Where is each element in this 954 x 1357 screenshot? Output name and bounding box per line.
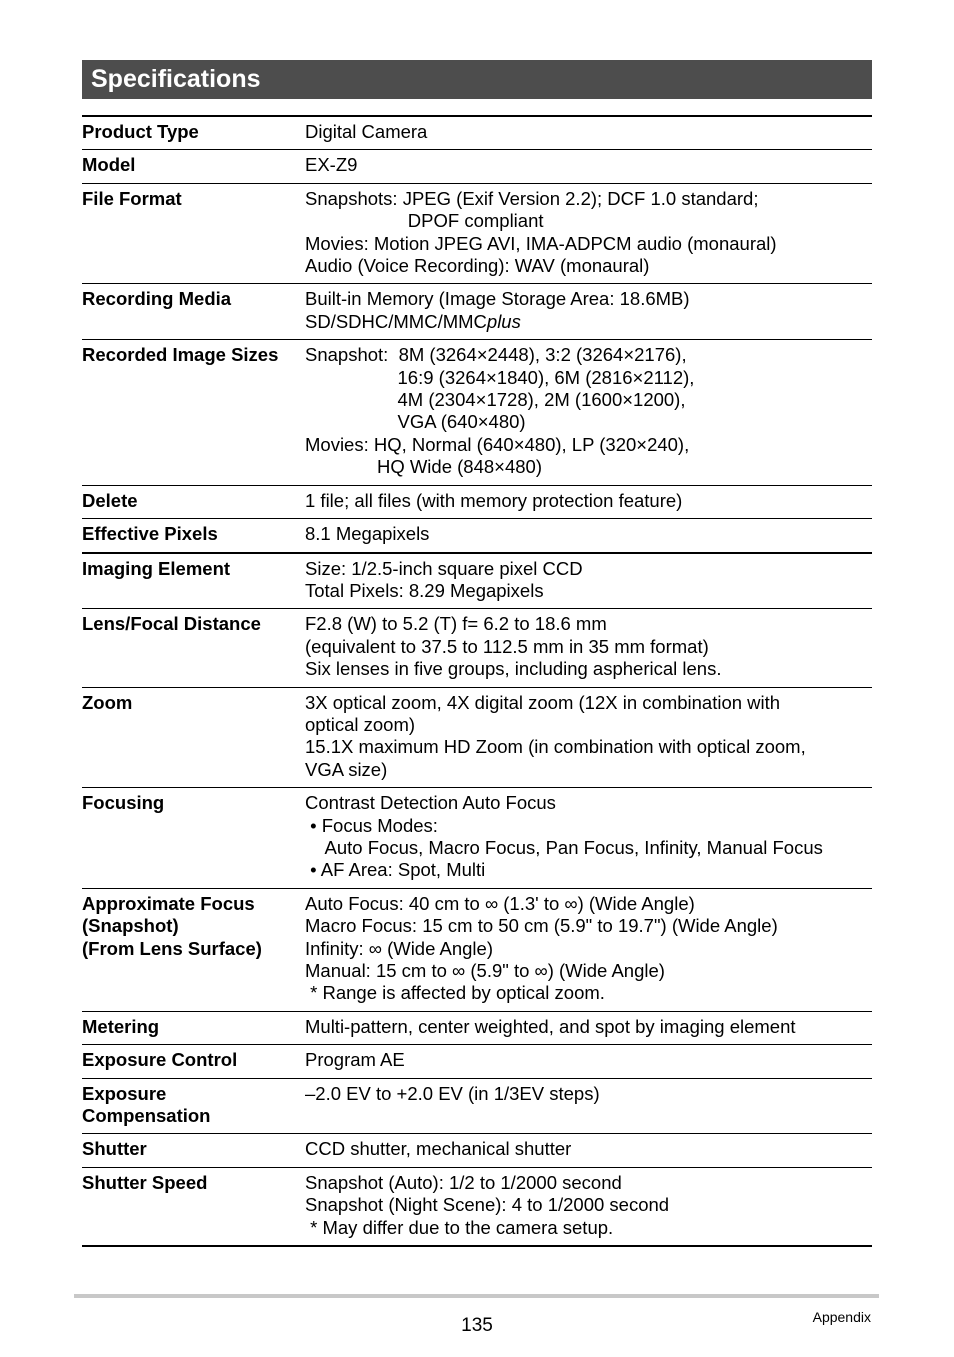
spec-label-line: Shutter Speed bbox=[82, 1171, 208, 1193]
spec-label bbox=[82, 613, 305, 680]
spec-value-line: 1 file; all files (with memory protection feature) bbox=[305, 489, 683, 511]
table-row bbox=[82, 608, 872, 686]
table-row bbox=[82, 1078, 872, 1134]
spec-label-line: Zoom bbox=[82, 691, 133, 713]
spec-value bbox=[305, 1172, 872, 1239]
spec-label-line: File Format bbox=[82, 187, 182, 209]
spec-label-line: (Snapshot) bbox=[82, 915, 179, 937]
table-row bbox=[82, 183, 872, 284]
table-row bbox=[82, 1044, 872, 1077]
spec-label bbox=[82, 288, 305, 333]
section-title-bar bbox=[82, 60, 872, 99]
spec-label-line: Exposure Control bbox=[82, 1049, 238, 1071]
spec-value-line: DPOF compliant bbox=[305, 210, 544, 232]
spec-label bbox=[82, 121, 305, 143]
spec-label-line: Metering bbox=[82, 1015, 160, 1037]
spec-value-line: Audio (Voice Recording): WAV (monaural) bbox=[305, 255, 650, 277]
table-row bbox=[82, 687, 872, 788]
spec-value bbox=[305, 188, 872, 278]
spec-label bbox=[82, 154, 305, 176]
spec-value bbox=[305, 1083, 872, 1128]
spec-label-line: Product Type bbox=[82, 121, 199, 142]
spec-value bbox=[305, 490, 872, 512]
spec-value-line: EX-Z9 bbox=[305, 154, 358, 176]
spec-label-line: Delete bbox=[82, 489, 138, 511]
spec-value-line: SD/SDHC/MMC/MMCplus bbox=[305, 310, 521, 332]
spec-value-line: HQ Wide (848×480) bbox=[305, 456, 542, 478]
spec-value bbox=[305, 288, 872, 333]
spec-value-line: 8.1 Megapixels bbox=[305, 523, 430, 545]
spec-value-line: F2.8 (W) to 5.2 (T) f= 6.2 to 18.6 mm bbox=[305, 613, 607, 635]
spec-value-line: Movies: Motion JPEG AVI, IMA-ADPCM audio (monaural) bbox=[305, 232, 777, 254]
spec-value-line: Snapshots: JPEG (Exif Version 2.2); DCF 1.0 standard; bbox=[305, 187, 759, 209]
spec-label bbox=[82, 523, 305, 545]
spec-label bbox=[82, 1016, 305, 1038]
page-number: 135 bbox=[461, 1315, 493, 1336]
spec-value-line: VGA size) bbox=[305, 758, 388, 780]
spec-value-line: Multi-pattern, center weighted, and spot by imaging element bbox=[305, 1015, 796, 1037]
spec-value-line: * Range is affected by optical zoom. bbox=[305, 982, 605, 1004]
spec-label-line: Recorded Image Sizes bbox=[82, 344, 279, 366]
spec-value-line: Contrast Detection Auto Focus bbox=[305, 792, 556, 814]
spec-value bbox=[305, 558, 872, 603]
table-row bbox=[82, 1011, 872, 1044]
spec-value-line: Macro Focus: 15 cm to 50 cm (5.9" to 19.7") (Wide Angle) bbox=[305, 915, 778, 937]
spec-value-line: –2.0 EV to +2.0 EV (in 1/3EV steps) bbox=[305, 1082, 600, 1104]
spec-value bbox=[305, 121, 872, 143]
spec-value-line: • AF Area: Spot, Multi bbox=[305, 859, 486, 881]
spec-value-line: CCD shutter, mechanical shutter bbox=[305, 1138, 572, 1160]
table-row bbox=[82, 117, 872, 149]
spec-label-line: (From Lens Surface) bbox=[82, 937, 262, 959]
spec-value-line: • Focus Modes: bbox=[305, 814, 438, 836]
spec-value-line: VGA (640×480) bbox=[305, 411, 526, 433]
table-row bbox=[82, 552, 872, 609]
spec-value-line: 16:9 (3264×1840), 6M (2816×2112), bbox=[305, 366, 695, 388]
table-row bbox=[82, 485, 872, 518]
spec-label bbox=[82, 558, 305, 603]
spec-label bbox=[82, 1138, 305, 1160]
spec-value-line: Six lenses in five groups, including aspherical lens. bbox=[305, 658, 722, 680]
spec-value-line: 4M (2304×1728), 2M (1600×1200), bbox=[305, 389, 686, 411]
table-row bbox=[82, 339, 872, 484]
spec-value-line: Size: 1/2.5-inch square pixel CCD bbox=[305, 557, 583, 579]
spec-label-line: Effective Pixels bbox=[82, 523, 218, 545]
spec-label bbox=[82, 1049, 305, 1071]
spec-value-line: Auto Focus: 40 cm to ∞ (1.3' to ∞) (Wide Angle) bbox=[305, 892, 695, 914]
spec-label bbox=[82, 490, 305, 512]
spec-value-line: Total Pixels: 8.29 Megapixels bbox=[305, 579, 544, 601]
spec-value-line: Auto Focus, Macro Focus, Pan Focus, Infinity, Manual Focus bbox=[305, 836, 823, 858]
italic-suffix: plus bbox=[486, 310, 521, 332]
spec-label-line: Model bbox=[82, 154, 136, 176]
table-row bbox=[82, 1133, 872, 1166]
spec-label bbox=[82, 1172, 305, 1239]
spec-value-line: 3X optical zoom, 4X digital zoom (12X in combination with bbox=[305, 691, 781, 713]
spec-label-line: Exposure bbox=[82, 1082, 167, 1104]
table-row bbox=[82, 787, 872, 888]
spec-label-line: Recording Media bbox=[82, 288, 232, 310]
spec-label bbox=[82, 188, 305, 278]
spec-value-line: Snapshot: 8M (3264×2448), 3:2 (3264×2176), bbox=[305, 344, 687, 366]
spec-value-line: Digital Camera bbox=[305, 121, 428, 142]
spec-label-line: Compensation bbox=[82, 1105, 211, 1127]
spec-label-line: Shutter bbox=[82, 1138, 147, 1160]
spec-value-line: Infinity: ∞ (Wide Angle) bbox=[305, 937, 493, 959]
section-name: Appendix bbox=[812, 1309, 871, 1325]
spec-label-line: Focusing bbox=[82, 792, 165, 814]
spec-value-line: 15.1X maximum HD Zoom (in combination with optical zoom, bbox=[305, 736, 806, 758]
specifications-table bbox=[82, 115, 872, 1247]
spec-value-line: optical zoom) bbox=[305, 713, 416, 735]
spec-value bbox=[305, 1016, 872, 1038]
spec-value-line: Program AE bbox=[305, 1049, 405, 1071]
spec-label bbox=[82, 1083, 305, 1128]
spec-value-line: Snapshot (Auto): 1/2 to 1/2000 second bbox=[305, 1171, 622, 1193]
page-title: Specifications bbox=[91, 65, 261, 93]
spec-value-line: Snapshot (Night Scene): 4 to 1/2000 second bbox=[305, 1194, 670, 1216]
table-row bbox=[82, 1167, 872, 1245]
spec-value bbox=[305, 692, 872, 782]
spec-label bbox=[82, 792, 305, 882]
spec-label bbox=[82, 893, 305, 1005]
spec-value-line: * May differ due to the camera setup. bbox=[305, 1216, 614, 1238]
spec-value bbox=[305, 893, 872, 1005]
spec-value bbox=[305, 613, 872, 680]
spec-value-line: Movies: HQ, Normal (640×480), LP (320×240), bbox=[305, 433, 690, 455]
spec-value bbox=[305, 344, 872, 478]
spec-value bbox=[305, 1049, 872, 1071]
table-row bbox=[82, 283, 872, 339]
spec-value-line: Built-in Memory (Image Storage Area: 18.6MB) bbox=[305, 288, 690, 310]
spec-label-line: Approximate Focus bbox=[82, 892, 255, 914]
spec-value-line: Manual: 15 cm to ∞ (5.9" to ∞) (Wide Angle) bbox=[305, 960, 665, 981]
spec-label-line: Lens/Focal Distance bbox=[82, 613, 261, 635]
spec-value bbox=[305, 1138, 872, 1160]
spec-label-line: Imaging Element bbox=[82, 557, 231, 579]
table-row bbox=[82, 518, 872, 551]
footer-divider bbox=[74, 1294, 879, 1298]
spec-value-line: (equivalent to 37.5 to 112.5 mm in 35 mm format) bbox=[305, 635, 709, 657]
spec-label bbox=[82, 692, 305, 782]
spec-value bbox=[305, 523, 872, 545]
spec-value bbox=[305, 154, 872, 176]
spec-value bbox=[305, 792, 872, 882]
table-row bbox=[82, 149, 872, 182]
spec-label bbox=[82, 344, 305, 478]
table-row bbox=[82, 888, 872, 1011]
